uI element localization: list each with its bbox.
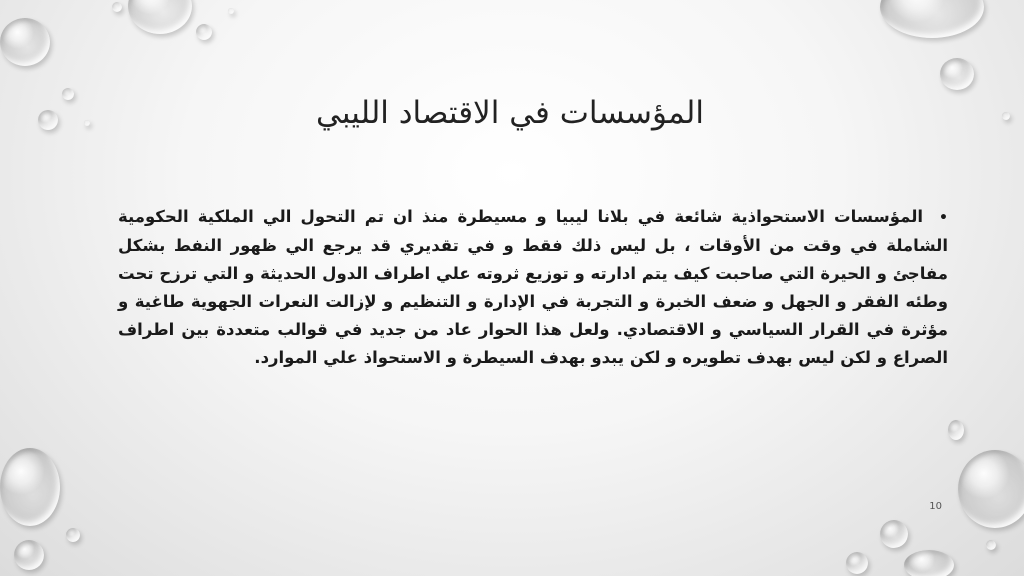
slide-title: المؤسسات في الاقتصاد الليبي <box>316 95 704 131</box>
water-drop-decoration <box>0 448 60 526</box>
body-text: المؤسسات الاستحواذية شائعة في بلانا ليبيا و مسيطرة منذ ان تم التحول الي الملكية الحكومية الشاملة في وقت من الأوقات ، بل ليس ذلك فقط و في تقديري قد يرجع الي ظهور النفط بشكل مفاجئ و الحيرة التي صاحبت كيف يتم ادارته و توزيع ثروته علي اطراف الدول الحديثة و التي ترزح تحت وطئه الفقر و الجهل و ضعف الخبرة و التجربة في الإدارة و التنظيم و لإزالت النعرات الجهوية طاغية و مؤثرة في القرار السياسي و الاقتصادي. ولعل هذا الحوار عاد من جديد في قوالب متعددة بين اطراف الصراع و لكن ليس بهدف تطويره و لكن يبدو بهدف السيطرة و الاستحواذ علي الموارد. <box>118 207 948 367</box>
water-drop-decoration <box>880 520 908 548</box>
water-drop-decoration <box>112 2 122 12</box>
water-drop-decoration <box>62 88 74 100</box>
water-drop-decoration <box>846 552 868 574</box>
water-drop-decoration <box>0 18 50 66</box>
water-drop-decoration <box>904 550 954 576</box>
page-number: 10 <box>929 501 942 512</box>
water-drop-decoration <box>948 420 964 440</box>
water-drop-decoration <box>66 528 80 542</box>
water-drop-decoration <box>14 540 44 570</box>
water-drop-decoration <box>958 450 1024 528</box>
water-drop-decoration <box>880 0 984 38</box>
water-drop-decoration <box>38 110 58 130</box>
bullet-marker: • <box>939 210 948 226</box>
water-drop-decoration <box>84 120 90 126</box>
water-drop-decoration <box>196 24 212 40</box>
slide-body-paragraph <box>118 203 948 372</box>
water-drop-decoration <box>986 540 996 550</box>
water-drop-decoration <box>1002 112 1010 120</box>
water-drop-decoration <box>228 8 234 14</box>
water-drop-decoration <box>940 58 974 90</box>
water-drop-decoration <box>128 0 192 34</box>
